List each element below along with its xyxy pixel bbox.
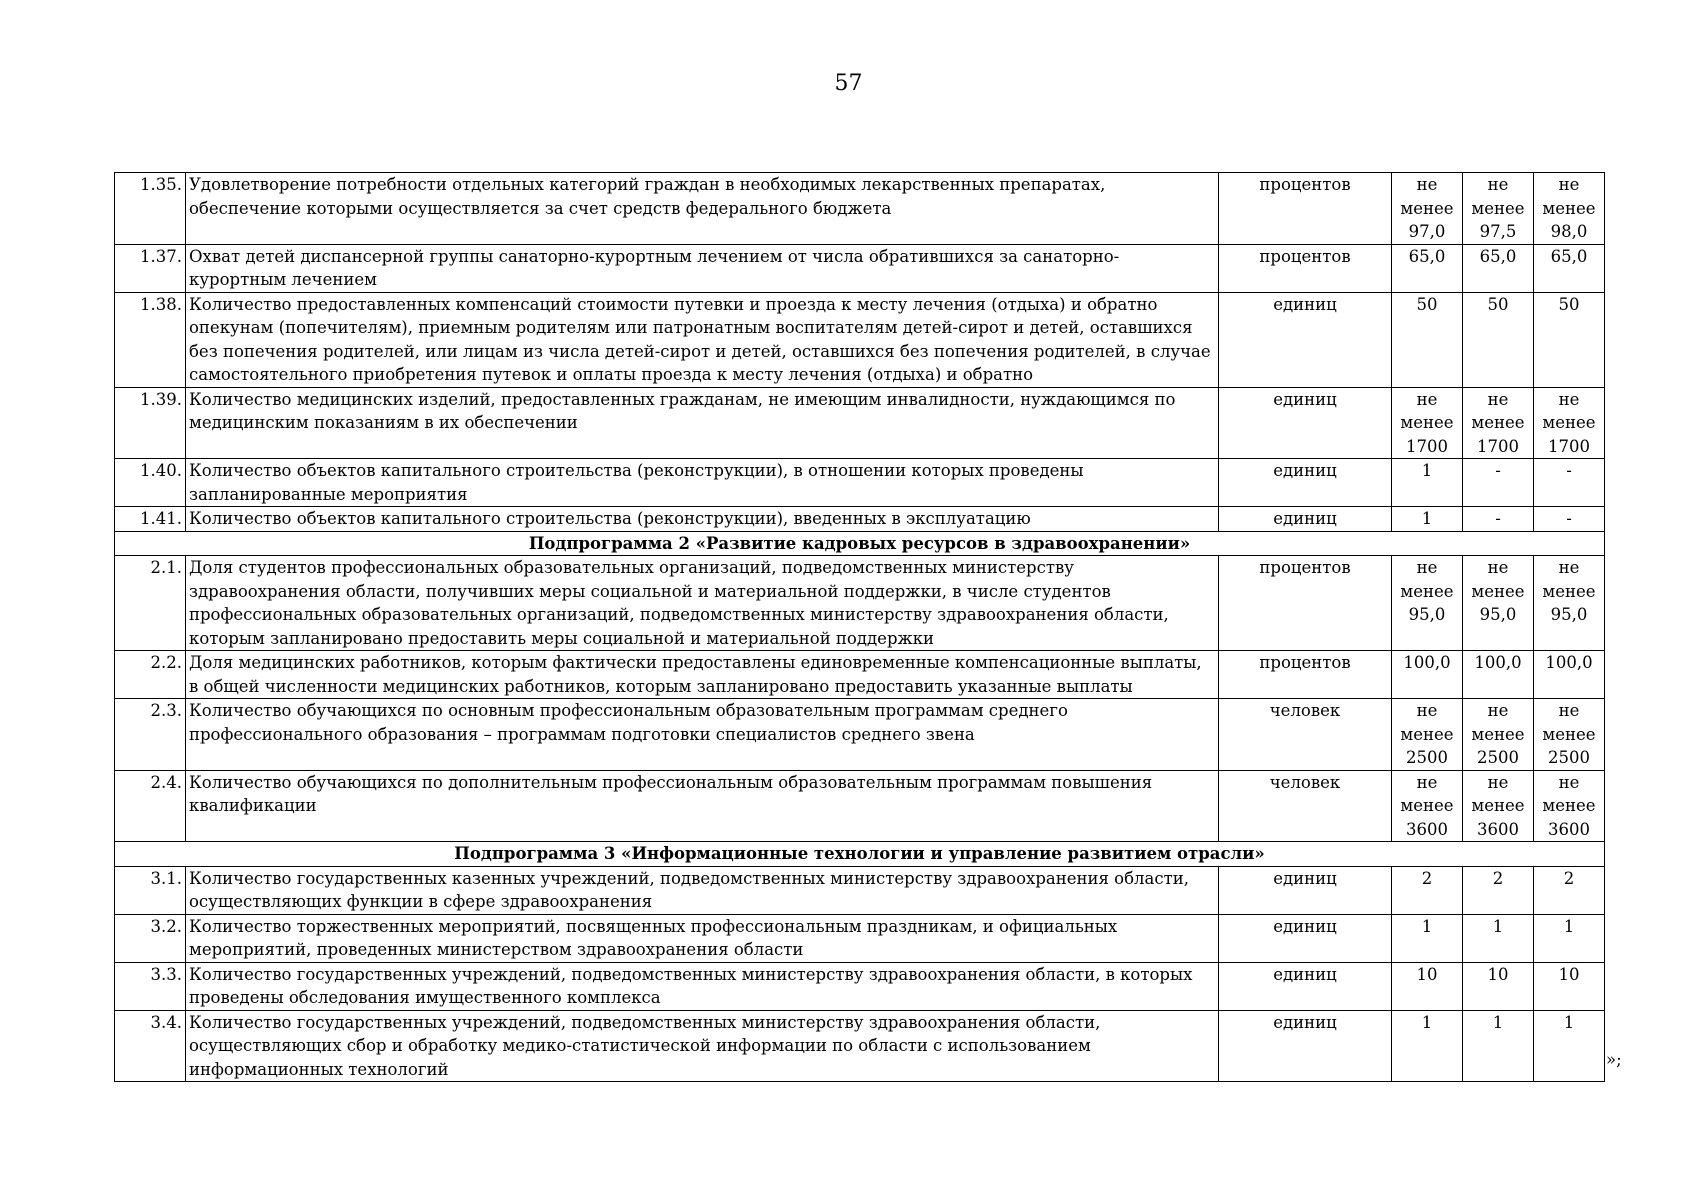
table-row — [115, 507, 1605, 532]
target-value: не менее 97,5 — [1463, 173, 1534, 245]
table-row — [115, 556, 1605, 651]
indicator-name: Количество государственных казенных учреждений, подведомственных министерству здравоохранения области, осуществляющих функции в сфере здравоохранения — [186, 866, 1219, 914]
unit-of-measure: человек — [1219, 699, 1392, 771]
closing-mark: »; — [1606, 1050, 1622, 1069]
unit-of-measure: процентов — [1219, 651, 1392, 699]
indicator-name: Количество государственных учреждений, подведомственных министерству здравоохранения области, осуществляющих сбор и обработку медико-статистической информации по области с использованием информационных технологий — [186, 1010, 1219, 1082]
target-value: 50 — [1534, 292, 1605, 387]
indicator-name: Доля медицинских работников, которым фактически предоставлены единовременные компенсационные выплаты, в общей численности медицинских работников, которым запланировано предоставить указанные выплаты — [186, 651, 1219, 699]
section-header-row — [115, 531, 1605, 556]
target-value: 65,0 — [1392, 244, 1463, 292]
table-row — [115, 699, 1605, 771]
indicator-name: Количество объектов капитального строительства (реконструкции), введенных в эксплуатацию — [186, 507, 1219, 532]
row-number: 1.40. — [115, 459, 186, 507]
row-number: 2.2. — [115, 651, 186, 699]
indicator-name: Количество торжественных мероприятий, посвященных профессиональным праздникам, и официальных мероприятий, проведенных министерством здравоохранения области — [186, 914, 1219, 962]
target-value: 1 — [1392, 507, 1463, 532]
indicator-name: Количество государственных учреждений, подведомственных министерству здравоохранения области, в которых проведены обследования имущественного комплекса — [186, 962, 1219, 1010]
target-value: 10 — [1463, 962, 1534, 1010]
target-value: 1 — [1392, 459, 1463, 507]
table-row — [115, 173, 1605, 245]
page-number: 57 — [834, 71, 863, 96]
unit-of-measure: единиц — [1219, 507, 1392, 532]
section-title: Подпрограмма 2 «Развитие кадровых ресурсов в здравоохранении» — [115, 531, 1605, 556]
target-value: 1 — [1463, 914, 1534, 962]
unit-of-measure: единиц — [1219, 866, 1392, 914]
unit-of-measure: человек — [1219, 770, 1392, 842]
row-number: 1.38. — [115, 292, 186, 387]
section-header-row — [115, 842, 1605, 867]
row-number: 1.39. — [115, 387, 186, 459]
table-row — [115, 244, 1605, 292]
target-value: - — [1534, 507, 1605, 532]
indicator-name: Количество предоставленных компенсаций стоимости путевки и проезда к месту лечения (отдыха) и обратно опекунам (попечителям), приемным родителям или патронатным воспитателям детей-сирот и детей, оставшихся без попечения родителей, или лицам из числа детей-сирот и детей, оставшихся без попечения родителей, в случае самостоятельного приобретения путевок и оплаты проезда к месту лечения (отдыха) и обратно — [186, 292, 1219, 387]
target-value: не менее 1700 — [1534, 387, 1605, 459]
target-value: 1 — [1392, 1010, 1463, 1082]
row-number: 1.41. — [115, 507, 186, 532]
table-row — [115, 770, 1605, 842]
section-title: Подпрограмма 3 «Информационные технологии и управление развитием отрасли» — [115, 842, 1605, 867]
row-number: 3.2. — [115, 914, 186, 962]
unit-of-measure: единиц — [1219, 459, 1392, 507]
target-value: не менее 95,0 — [1463, 556, 1534, 651]
indicator-name: Доля студентов профессиональных образовательных организаций, подведомственных министерству здравоохранения области, получивших меры социальной и материальной поддержки, в числе студентов профессиональных образовательных организаций, подведомственных министерству здравоохранения области, которым запланировано предоставить меры социальной и материальной поддержки — [186, 556, 1219, 651]
target-value: не менее 3600 — [1463, 770, 1534, 842]
indicators-table — [114, 172, 1605, 1082]
table-row — [115, 962, 1605, 1010]
indicator-name: Количество обучающихся по дополнительным профессиональным образовательным программам повышения квалификации — [186, 770, 1219, 842]
unit-of-measure: процентов — [1219, 244, 1392, 292]
target-value: не менее 95,0 — [1534, 556, 1605, 651]
target-value: не менее 3600 — [1534, 770, 1605, 842]
unit-of-measure: единиц — [1219, 387, 1392, 459]
indicator-name: Количество обучающихся по основным профессиональным образовательным программам среднего профессионального образования – программам подготовки специалистов среднего звена — [186, 699, 1219, 771]
target-value: - — [1463, 459, 1534, 507]
indicator-name: Удовлетворение потребности отдельных категорий граждан в необходимых лекарственных препаратах, обеспечение которыми осуществляется за счет средств федерального бюджета — [186, 173, 1219, 245]
indicator-name: Охват детей диспансерной группы санаторно-курортным лечением от числа обратившихся за санаторно-курортным лечением — [186, 244, 1219, 292]
target-value: не менее 2500 — [1392, 699, 1463, 771]
target-value: 1 — [1534, 914, 1605, 962]
target-value: 50 — [1463, 292, 1534, 387]
row-number: 3.3. — [115, 962, 186, 1010]
target-value: 100,0 — [1392, 651, 1463, 699]
unit-of-measure: процентов — [1219, 556, 1392, 651]
target-value: 2 — [1534, 866, 1605, 914]
target-value: 65,0 — [1534, 244, 1605, 292]
target-value: 100,0 — [1534, 651, 1605, 699]
indicator-name: Количество медицинских изделий, предоставленных гражданам, не имеющим инвалидности, нуждающимся по медицинским показаниям в их обеспечении — [186, 387, 1219, 459]
target-value: не менее 97,0 — [1392, 173, 1463, 245]
indicator-name: Количество объектов капитального строительства (реконструкции), в отношении которых проведены запланированные мероприятия — [186, 459, 1219, 507]
table-row — [115, 866, 1605, 914]
target-value: 50 — [1392, 292, 1463, 387]
unit-of-measure: единиц — [1219, 914, 1392, 962]
row-number: 2.3. — [115, 699, 186, 771]
row-number: 2.4. — [115, 770, 186, 842]
table-row — [115, 387, 1605, 459]
target-value: 1 — [1534, 1010, 1605, 1082]
unit-of-measure: единиц — [1219, 292, 1392, 387]
target-value: - — [1534, 459, 1605, 507]
table-row — [115, 651, 1605, 699]
unit-of-measure: единиц — [1219, 962, 1392, 1010]
target-value: 100,0 — [1463, 651, 1534, 699]
target-value: 2 — [1463, 866, 1534, 914]
target-value: 65,0 — [1463, 244, 1534, 292]
table-row — [115, 914, 1605, 962]
target-value: не менее 95,0 — [1392, 556, 1463, 651]
row-number: 3.4. — [115, 1010, 186, 1082]
row-number: 3.1. — [115, 866, 186, 914]
target-value: 10 — [1392, 962, 1463, 1010]
target-value: не менее 1700 — [1463, 387, 1534, 459]
target-value: не менее 2500 — [1534, 699, 1605, 771]
row-number: 1.37. — [115, 244, 186, 292]
unit-of-measure: единиц — [1219, 1010, 1392, 1082]
target-value: 1 — [1463, 1010, 1534, 1082]
target-value: не менее 3600 — [1392, 770, 1463, 842]
target-value: не менее 98,0 — [1534, 173, 1605, 245]
target-value: - — [1463, 507, 1534, 532]
target-value: не менее 2500 — [1463, 699, 1534, 771]
table-row — [115, 459, 1605, 507]
target-value: 2 — [1392, 866, 1463, 914]
unit-of-measure: процентов — [1219, 173, 1392, 245]
table-row — [115, 1010, 1605, 1082]
row-number: 1.35. — [115, 173, 186, 245]
target-value: 10 — [1534, 962, 1605, 1010]
table-row — [115, 292, 1605, 387]
row-number: 2.1. — [115, 556, 186, 651]
target-value: не менее 1700 — [1392, 387, 1463, 459]
target-value: 1 — [1392, 914, 1463, 962]
